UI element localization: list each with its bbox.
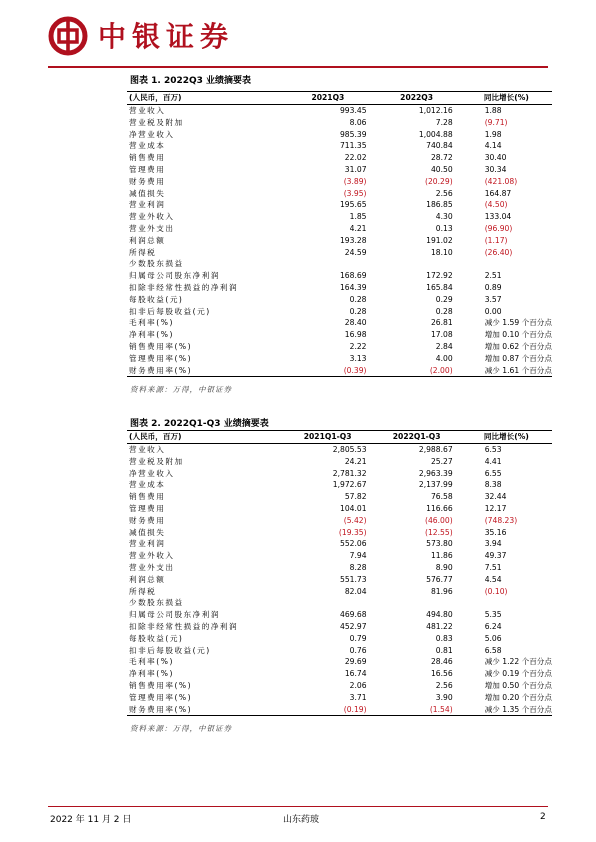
row-label: 扣非后每股收益(元) <box>129 645 211 655</box>
column-header: 2021Q1-Q3 <box>283 431 373 444</box>
table-header-row <box>127 431 552 444</box>
row-label: 营业外收入 <box>129 212 175 222</box>
prior-value: 28.40 <box>344 318 367 328</box>
table-row <box>127 317 552 329</box>
yoy-change: 1.88 <box>484 106 502 115</box>
table-row <box>127 235 552 247</box>
table-row <box>127 597 552 609</box>
prior-value: 164.39 <box>339 282 367 292</box>
row-label: 所得税 <box>129 586 157 596</box>
table2-title: 图表 2. 2022Q1-Q3 业绩摘要表 <box>130 419 269 429</box>
prior-value: 16.98 <box>344 330 367 340</box>
current-value: 494.80 <box>426 610 453 620</box>
table-row <box>127 306 552 318</box>
prior-value: 0.28 <box>349 294 367 304</box>
yoy-change <box>461 258 552 270</box>
row-label: 营业成本 <box>129 141 166 151</box>
row-label: 营业税及附加 <box>129 117 184 127</box>
prior-value: 193.28 <box>339 235 367 245</box>
current-value: (2.00) <box>373 365 461 377</box>
table-row <box>127 199 552 211</box>
table-row <box>127 645 552 657</box>
yoy-change: 增加 0.62 个百分点 <box>484 341 552 351</box>
yoy-change <box>461 597 552 609</box>
prior-value: 22.02 <box>344 153 367 163</box>
current-value: 3.90 <box>435 692 453 702</box>
prior-value: 0.79 <box>349 633 367 643</box>
table-row <box>127 105 552 117</box>
current-value: 186.85 <box>426 200 453 210</box>
table-row <box>127 479 552 491</box>
prior-value: 2.06 <box>349 680 367 690</box>
row-label: 所得税 <box>129 247 157 257</box>
column-header: 同比增长(%) <box>461 431 552 444</box>
prior-value <box>283 597 373 609</box>
row-label: 销售费用率(%) <box>129 680 193 690</box>
row-label: 扣除非经常性损益的净利润 <box>129 621 239 631</box>
table-row <box>127 456 552 468</box>
current-value: 740.84 <box>426 141 453 151</box>
row-label: 少数股东损益 <box>129 598 184 608</box>
row-label: 财务费用 <box>129 515 166 525</box>
row-label: 扣除非经常性损益的净利润 <box>129 282 239 292</box>
row-label: 管理费用 <box>129 164 166 174</box>
prior-value: 16.74 <box>344 669 367 679</box>
yoy-change: 增加 0.10 个百分点 <box>484 330 552 340</box>
prior-value: 452.97 <box>340 621 367 631</box>
table-row <box>127 282 552 294</box>
yoy-change: 12.17 <box>484 503 507 513</box>
current-value: 0.83 <box>435 633 453 643</box>
current-value: 573.80 <box>426 539 453 549</box>
row-label: 营业利润 <box>129 200 166 210</box>
current-value: (46.00) <box>425 515 453 525</box>
table-row <box>127 692 552 704</box>
table-row <box>127 341 552 353</box>
row-label: 每股收益(元) <box>129 633 184 643</box>
table-row <box>127 668 552 680</box>
table-row <box>127 574 552 586</box>
table-row <box>127 491 552 503</box>
prior-value: (0.19) <box>283 704 373 716</box>
yoy-change: 6.58 <box>484 645 502 655</box>
yoy-change: 6.53 <box>484 445 502 454</box>
yoy-change: 0.00 <box>484 306 502 316</box>
prior-value: 104.01 <box>340 503 367 513</box>
prior-value: 31.07 <box>344 164 367 174</box>
yoy-change: 4.14 <box>484 141 502 151</box>
row-label: 净利率(%) <box>129 669 174 679</box>
table-row <box>127 538 552 550</box>
table2-q1-q3-summary <box>127 430 552 716</box>
yoy-change: 减少 1.59 个百分点 <box>484 318 552 328</box>
row-label: 销售费用 <box>129 153 166 163</box>
footer-title: 山东药玻 <box>283 815 320 825</box>
yoy-change: 增加 0.20 个百分点 <box>484 692 552 702</box>
table-row <box>127 468 552 480</box>
row-label: 管理费用率(%) <box>129 353 193 363</box>
table1-title: 图表 1. 2022Q3 业绩摘要表 <box>130 76 252 86</box>
yoy-change: 3.57 <box>484 294 502 304</box>
prior-value: 0.76 <box>349 645 367 655</box>
table-row <box>127 562 552 574</box>
row-label: 每股收益(元) <box>129 294 184 304</box>
current-value: 26.81 <box>430 318 453 328</box>
prior-value: 711.35 <box>339 141 367 151</box>
current-value: 2.84 <box>435 341 453 351</box>
row-label: 营业外收入 <box>129 551 175 561</box>
prior-value: 993.45 <box>339 106 367 115</box>
prior-value: 24.21 <box>344 456 367 466</box>
prior-value: 29.69 <box>344 657 367 667</box>
current-value: 116.66 <box>426 503 453 513</box>
yoy-change: 49.37 <box>484 551 507 561</box>
yoy-change: (1.17) <box>484 235 508 245</box>
row-label: 少数股东损益 <box>129 259 184 269</box>
column-header: (人民币，百万) <box>127 92 283 105</box>
table-row <box>127 586 552 598</box>
row-label: 营业税及附加 <box>129 456 184 466</box>
prior-value: 195.65 <box>339 200 367 210</box>
current-value: 28.72 <box>430 153 453 163</box>
table-row <box>127 164 552 176</box>
table-row <box>127 129 552 141</box>
row-label: 利润总额 <box>129 235 166 245</box>
current-value: (12.55) <box>425 527 453 537</box>
row-label: 营业收入 <box>129 106 166 115</box>
yoy-change: 4.54 <box>484 574 502 584</box>
yoy-change: 减少 1.22 个百分点 <box>484 657 552 667</box>
table-row <box>127 353 552 365</box>
current-value: 2.56 <box>435 680 453 690</box>
row-label: 毛利率(%) <box>129 657 174 667</box>
yoy-change: 30.40 <box>484 153 507 163</box>
yoy-change: (96.90) <box>484 223 513 233</box>
current-value: 576.77 <box>426 574 453 584</box>
table-row <box>127 444 552 456</box>
table-row <box>127 188 552 200</box>
current-value <box>373 258 461 270</box>
table-row <box>127 527 552 539</box>
current-value: 11.86 <box>430 551 453 561</box>
row-label: 财务费用率(%) <box>127 365 283 377</box>
prior-value: 985.39 <box>339 129 367 139</box>
table-row <box>127 633 552 645</box>
table-row <box>127 294 552 306</box>
bank-of-china-logo-icon <box>48 16 88 56</box>
table-row <box>127 176 552 188</box>
current-value: 0.81 <box>435 645 453 655</box>
current-value <box>373 597 461 609</box>
current-value: 40.50 <box>430 164 453 174</box>
row-label: 财务费用率(%) <box>127 704 283 716</box>
table-row <box>127 503 552 515</box>
report-header <box>48 14 548 62</box>
row-label: 归属母公司股东净利润 <box>129 610 220 620</box>
current-value: 81.96 <box>430 586 453 596</box>
row-label: 销售费用 <box>129 492 166 502</box>
yoy-change: (4.50) <box>484 200 508 210</box>
current-value: 76.58 <box>430 492 453 502</box>
table-row <box>127 656 552 668</box>
table-row <box>127 211 552 223</box>
yoy-change: 35.16 <box>484 527 507 537</box>
table-row <box>127 247 552 259</box>
column-header: (人民币，百万) <box>127 431 283 444</box>
yoy-change: 8.38 <box>484 480 502 490</box>
yoy-change: 减少 1.61 个百分点 <box>461 365 552 377</box>
current-value: 191.02 <box>426 235 453 245</box>
row-label: 财务费用 <box>129 176 166 186</box>
current-value: 7.28 <box>435 117 453 127</box>
table-row <box>127 365 552 377</box>
row-label: 毛利率(%) <box>129 318 174 328</box>
row-label: 销售费用率(%) <box>129 341 193 351</box>
yoy-change: 6.55 <box>484 468 502 478</box>
table-row <box>127 117 552 129</box>
yoy-change: 3.94 <box>484 539 502 549</box>
current-value: 4.00 <box>435 353 453 363</box>
current-value: 0.13 <box>435 223 453 233</box>
current-value: 16.56 <box>430 669 453 679</box>
current-value: 481.22 <box>426 621 453 631</box>
row-label: 营业成本 <box>129 480 166 490</box>
current-value: 4.30 <box>435 212 453 222</box>
current-value: 8.90 <box>435 562 453 572</box>
current-value: 2,963.39 <box>418 468 453 478</box>
row-label: 减值损失 <box>129 188 166 198</box>
prior-value: 4.21 <box>349 223 367 233</box>
yoy-change: 1.98 <box>484 129 502 139</box>
prior-value: 168.69 <box>339 271 367 281</box>
table-row <box>127 140 552 152</box>
prior-value: 551.73 <box>340 574 367 584</box>
table1-q3-summary <box>127 91 552 377</box>
current-value: 1,012.16 <box>418 106 453 115</box>
row-label: 归属母公司股东净利润 <box>129 271 220 281</box>
row-label: 营业利润 <box>129 539 166 549</box>
table-row <box>127 258 552 270</box>
yoy-change: 减少 1.35 个百分点 <box>461 704 552 716</box>
yoy-change: 增加 0.87 个百分点 <box>484 353 552 363</box>
prior-value: (0.39) <box>283 365 372 377</box>
yoy-change: (26.40) <box>484 247 513 257</box>
prior-value: 1.85 <box>349 212 367 222</box>
current-value: 1,004.88 <box>418 129 453 139</box>
prior-value: 57.82 <box>344 492 367 502</box>
column-header: 同比增长(%) <box>461 92 552 105</box>
prior-value: 82.04 <box>344 586 367 596</box>
row-label: 净营业收入 <box>129 468 175 478</box>
table-row <box>127 515 552 527</box>
footer-date: 2022 年 11 月 2 日 <box>50 815 132 825</box>
prior-value: 552.06 <box>340 539 367 549</box>
current-value: 165.84 <box>426 282 453 292</box>
current-value: 172.92 <box>426 271 453 281</box>
header-divider <box>48 66 548 68</box>
row-label: 管理费用 <box>129 503 166 513</box>
yoy-change: 6.24 <box>484 621 502 631</box>
yoy-change: 2.51 <box>484 271 502 281</box>
current-value: (1.54) <box>373 704 461 716</box>
current-value: 2.56 <box>435 188 453 198</box>
table-row <box>127 609 552 621</box>
current-value: 2,137.99 <box>418 480 453 490</box>
current-value: 18.10 <box>430 247 453 257</box>
current-value: 28.46 <box>430 657 453 667</box>
prior-value: 3.71 <box>349 692 367 702</box>
yoy-change: 减少 0.19 个百分点 <box>484 669 552 679</box>
row-label: 营业外支出 <box>129 223 175 233</box>
prior-value: (5.42) <box>343 515 367 525</box>
brand-name: 中银证券 <box>98 20 235 53</box>
current-value: 17.08 <box>430 330 453 340</box>
prior-value <box>283 258 372 270</box>
table-row <box>127 152 552 164</box>
yoy-change: 5.06 <box>484 633 502 643</box>
current-value: (20.29) <box>425 176 453 186</box>
prior-value: 24.59 <box>344 247 367 257</box>
yoy-change: 7.51 <box>484 562 502 572</box>
prior-value: 8.06 <box>349 117 367 127</box>
prior-value: 3.13 <box>349 353 367 363</box>
yoy-change: 增加 0.50 个百分点 <box>484 680 552 690</box>
yoy-change: 5.35 <box>484 610 502 620</box>
prior-value: 2,805.53 <box>332 445 367 454</box>
prior-value: 7.94 <box>349 551 367 561</box>
table-row <box>127 550 552 562</box>
current-value: 2,988.67 <box>418 445 453 454</box>
prior-value: 8.28 <box>349 562 367 572</box>
prior-value: (3.89) <box>343 176 367 186</box>
yoy-change: 133.04 <box>484 212 512 222</box>
prior-value: 2.22 <box>349 341 367 351</box>
current-value: 0.29 <box>435 294 453 304</box>
yoy-change: (9.71) <box>484 117 508 127</box>
row-label: 利润总额 <box>129 574 166 584</box>
prior-value: (3.95) <box>343 188 367 198</box>
column-header: 2022Q1-Q3 <box>373 431 461 444</box>
yoy-change: 0.89 <box>484 282 502 292</box>
prior-value: 469.68 <box>340 610 367 620</box>
yoy-change: 4.41 <box>484 456 502 466</box>
table-row <box>127 223 552 235</box>
row-label: 营业收入 <box>129 445 166 454</box>
yoy-change: (748.23) <box>484 515 518 525</box>
table1-source-note: 资料来源：万得，中银证券 <box>130 385 232 394</box>
table-row <box>127 704 552 716</box>
prior-value: 2,781.32 <box>332 468 367 478</box>
prior-value: 0.28 <box>349 306 367 316</box>
table-row <box>127 270 552 282</box>
yoy-change: 32.44 <box>484 492 507 502</box>
column-header: 2021Q3 <box>283 92 372 105</box>
table-row <box>127 680 552 692</box>
row-label: 净营业收入 <box>129 129 175 139</box>
table-row <box>127 621 552 633</box>
column-header: 2022Q3 <box>373 92 461 105</box>
row-label: 营业外支出 <box>129 562 175 572</box>
yoy-change: (0.10) <box>484 586 508 596</box>
current-value: 0.28 <box>435 306 453 316</box>
footer-divider <box>48 806 548 807</box>
yoy-change: 30.34 <box>484 164 507 174</box>
prior-value: 1,972.67 <box>332 480 367 490</box>
yoy-change: 164.87 <box>484 188 512 198</box>
table-header-row <box>127 92 552 105</box>
page-number: 2 <box>540 812 546 822</box>
row-label: 减值损失 <box>129 527 166 537</box>
table-row <box>127 329 552 341</box>
table2-source-note: 资料来源：万得，中银证券 <box>130 724 232 733</box>
row-label: 净利率(%) <box>129 330 174 340</box>
row-label: 管理费用率(%) <box>129 692 193 702</box>
row-label: 扣非后每股收益(元) <box>129 306 211 316</box>
current-value: 25.27 <box>430 456 453 466</box>
yoy-change: (421.08) <box>484 176 518 186</box>
prior-value: (19.35) <box>338 527 367 537</box>
